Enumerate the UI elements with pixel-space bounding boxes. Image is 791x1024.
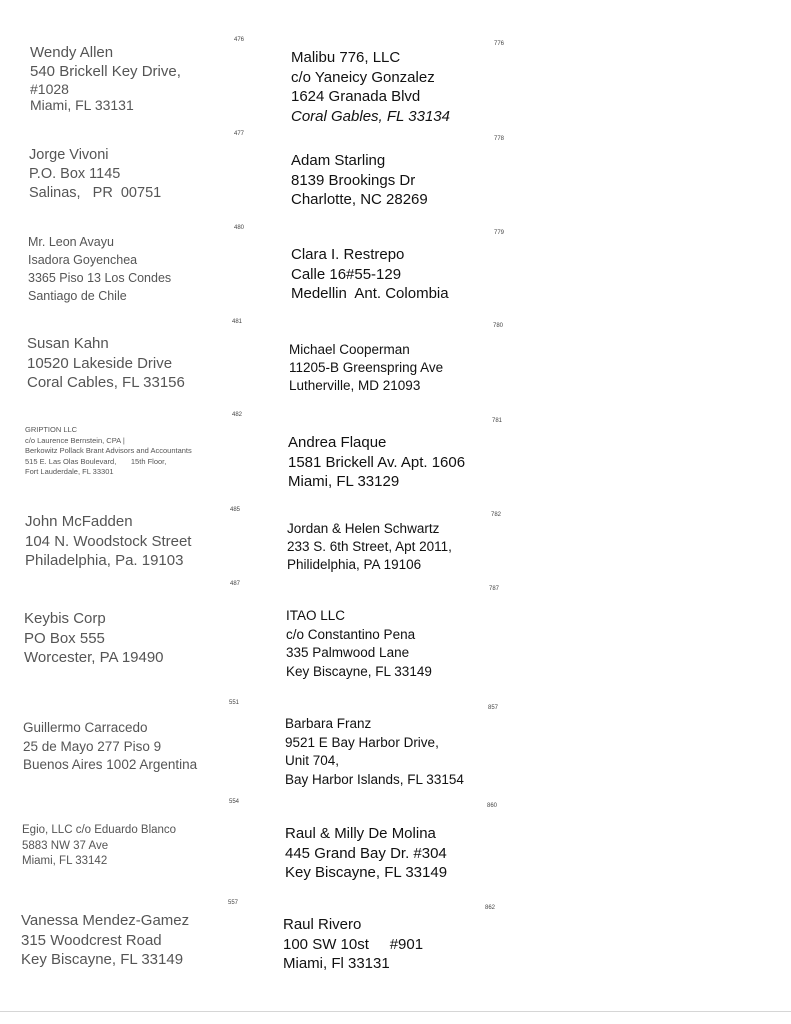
address-line: c/o Constantino Pena <box>286 626 416 642</box>
address-line: Coral Gables, FL 33134 <box>291 107 450 125</box>
address-line: Worcester, PA 19490 <box>24 649 164 666</box>
label-number: 779 <box>494 230 505 236</box>
label-number: 860 <box>487 803 498 809</box>
label-number: 480 <box>234 225 245 231</box>
address-label <box>28 233 171 305</box>
address-label <box>30 43 181 114</box>
address-line: Medellin Ant. Colombia <box>291 285 449 302</box>
address-label <box>23 719 197 775</box>
address-line: Malibu 776, LLC <box>291 49 401 66</box>
address-line: c/o Laurence Bernstein, CPA | <box>25 435 125 445</box>
address-line: Barbara Franz <box>285 716 372 731</box>
label-number: 481 <box>232 319 243 325</box>
label-number: 554 <box>229 799 240 805</box>
label-number: 857 <box>488 705 499 711</box>
address-line: Lutherville, MD 21093 <box>289 378 421 393</box>
label-number: 551 <box>229 700 240 706</box>
page-bottom-edge <box>0 1011 791 1012</box>
address-label <box>286 607 432 681</box>
address-label <box>291 48 450 126</box>
address-line: Vanessa Mendez-Gamez <box>21 912 190 929</box>
address-label <box>288 433 465 492</box>
address-line: 233 S. 6th Street, Apt 2011, <box>287 539 452 554</box>
address-line: 100 SW 10st #901 <box>283 935 424 953</box>
address-line: Clara I. Restrepo <box>291 246 405 263</box>
label-number: 557 <box>228 900 239 906</box>
address-line: PO Box 555 <box>24 629 105 647</box>
address-label <box>21 911 189 970</box>
label-number: 780 <box>493 323 504 329</box>
address-label <box>289 341 443 395</box>
address-line: GRIPTION LLC <box>25 425 78 434</box>
address-line: Raul & Milly De Molina <box>285 825 436 842</box>
address-line: 1581 Brickell Av. Apt. 1606 <box>288 453 466 471</box>
label-number: 776 <box>494 41 505 47</box>
address-label <box>285 824 447 883</box>
address-line: ITAO LLC <box>286 608 346 623</box>
address-line: Isadora Goyenchea <box>28 253 138 267</box>
address-line: Philadelphia, Pa. 19103 <box>25 552 184 569</box>
address-line: Wendy Allen <box>30 44 114 61</box>
address-label <box>25 425 192 478</box>
address-line: Michael Cooperman <box>289 342 410 357</box>
address-line: 315 Woodcrest Road <box>21 931 162 949</box>
address-line: Key Biscayne, FL 33149 <box>21 951 184 968</box>
address-line: Miami, FL 33129 <box>288 473 400 490</box>
address-label <box>283 915 423 974</box>
address-label <box>291 151 428 210</box>
address-line: Andrea Flaque <box>288 434 387 451</box>
address-label <box>287 520 452 574</box>
address-line: Bay Harbor Islands, FL 33154 <box>285 771 464 787</box>
address-line: P.O. Box 1145 <box>29 166 121 182</box>
address-line: 3365 Piso 13 Los Condes <box>28 271 172 285</box>
address-line: Miami, FL 33131 <box>30 97 134 113</box>
address-line: Keybis Corp <box>24 610 106 627</box>
address-line: Egio, LLC c/o Eduardo Blanco <box>22 824 177 836</box>
address-line: 515 E. Las Olas Boulevard, 15th Floor, <box>25 456 167 466</box>
address-line: 10520 Lakeside Drive <box>27 354 173 372</box>
address-line: 445 Grand Bay Dr. #304 <box>285 844 447 862</box>
address-label <box>22 823 176 870</box>
address-line: 1624 Granada Blvd <box>291 88 421 105</box>
label-number: 487 <box>230 581 241 587</box>
address-line: Mr. Leon Avayu <box>28 235 114 249</box>
address-line: Miami, Fl 33131 <box>283 955 390 972</box>
address-line: 25 de Mayo 277 Piso 9 <box>23 738 162 754</box>
address-line: 9521 E Bay Harbor Drive, <box>285 734 439 750</box>
label-number: 781 <box>492 418 503 424</box>
label-number: 862 <box>485 905 496 911</box>
address-line: Fort Lauderdale, FL 33301 <box>25 467 114 476</box>
address-line: c/o Yaneicy Gonzalez <box>291 68 435 86</box>
address-label <box>291 245 449 304</box>
address-line: Miami, FL 33142 <box>22 855 108 867</box>
address-label <box>25 512 191 571</box>
address-line: 104 N. Woodstock Street <box>25 532 192 550</box>
label-number: 477 <box>234 131 245 137</box>
address-line: Raul Rivero <box>283 916 362 933</box>
address-line: Key Biscayne, FL 33149 <box>285 864 448 881</box>
address-line: Salinas, PR 00751 <box>29 185 162 201</box>
address-line: 11205-B Greenspring Ave <box>289 360 444 375</box>
address-line: Key Biscayne, FL 33149 <box>286 663 432 679</box>
address-line: Adam Starling <box>291 152 386 169</box>
address-label <box>24 609 164 668</box>
address-line: 540 Brickell Key Drive, <box>30 63 181 80</box>
label-number: 476 <box>234 37 245 43</box>
label-number: 485 <box>230 507 241 513</box>
address-line: Santiago de Chile <box>28 289 127 303</box>
address-line: Jordan & Helen Schwartz <box>287 521 440 536</box>
label-number: 787 <box>489 586 500 592</box>
address-line: Unit 704, <box>285 753 340 768</box>
address-line: 8139 Brookings Dr <box>291 171 416 189</box>
address-line: John McFadden <box>25 513 133 530</box>
address-label <box>285 715 464 789</box>
address-label <box>29 146 161 203</box>
label-number: 778 <box>494 136 505 142</box>
address-label <box>27 334 185 393</box>
address-line: Guillermo Carracedo <box>23 720 148 735</box>
address-line: Coral Cables, FL 33156 <box>27 374 185 391</box>
address-line: 335 Palmwood Lane <box>286 645 410 660</box>
address-line: Buenos Aires 1002 Argentina <box>23 757 198 772</box>
address-line: Philidelphia, PA 19106 <box>287 557 422 572</box>
address-line: Susan Kahn <box>27 335 109 352</box>
address-line: Berkowitz Pollack Brant Advisors and Accountants <box>25 446 192 455</box>
address-line: 5883 NW 37 Ave <box>22 839 109 852</box>
label-number: 782 <box>491 512 502 518</box>
address-line: Charlotte, NC 28269 <box>291 191 428 208</box>
address-line: Calle 16#55-129 <box>291 265 402 283</box>
address-line: #1028 <box>30 81 69 97</box>
label-number: 482 <box>232 412 243 418</box>
address-line: Jorge Vivoni <box>29 147 109 163</box>
